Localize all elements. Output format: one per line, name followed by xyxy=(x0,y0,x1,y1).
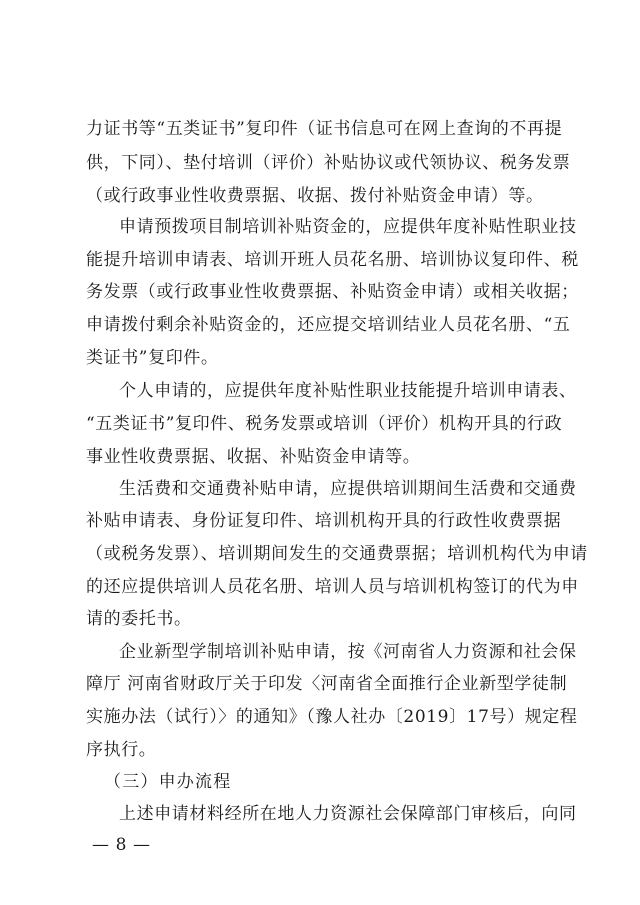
text-line: 供，下同）、垫付培训（评价）补贴协议或代领协议、税务发票 xyxy=(86,153,571,173)
text-line: 申请预拨项目制培训补贴资金的，应提供年度补贴性职业技 xyxy=(119,217,577,237)
text-line: 力证书等“五类证书”复印件（证书信息可在网上查询的不再提 xyxy=(86,119,563,139)
text-line: 能提升培训申请表、培训开班人员花名册、培训协议复印件、税 xyxy=(86,250,579,270)
text-line: “五类证书”复印件、税务发票或培训（评价）机构开具的行政 xyxy=(86,414,563,434)
text-line: 务发票（或行政事业性收费票据、补贴资金申请）或相关收据； xyxy=(86,282,579,302)
text-line: 实施办法（试行）〉的通知》（豫人社办〔2019〕17号）规定程 xyxy=(86,707,578,727)
section-heading: （三）申办流程 xyxy=(104,772,232,792)
text-line: 企业新型学制培训补贴申请，按《河南省人力资源和社会保 xyxy=(119,642,577,662)
text-line: （或税务发票）、培训期间发生的交通费票据；培训机构代为申请 xyxy=(86,544,588,564)
text-line: 个人申请的，应提供年度补贴性职业技能提升培训申请表、 xyxy=(119,381,577,401)
text-line: 类证书”复印件。 xyxy=(86,348,219,368)
text-line: 上述申请材料经所在地人力资源社会保障部门审核后，向同 xyxy=(119,804,577,824)
text-line: （或行政事业性收费票据、收据、拨付补贴资金申请）等。 xyxy=(86,186,544,206)
page-number: — 8 — xyxy=(92,835,151,855)
text-line: 的还应提供培训人员花名册、培训人员与培训机构签订的代为申 xyxy=(86,577,579,597)
text-line: 申请拨付剩余补贴资金的，还应提交培训结业人员花名册、“五 xyxy=(86,315,571,335)
text-line: 请的委托书。 xyxy=(86,609,192,629)
text-line: 序执行。 xyxy=(86,740,157,760)
text-line: 障厅 河南省财政厅关于印发〈河南省全面推行企业新型学徒制 xyxy=(86,674,568,694)
text-line: 补贴申请表、身份证复印件、培训机构开具的行政性收费票据 xyxy=(86,511,562,531)
text-line: 生活费和交通费补贴申请，应提供培训期间生活费和交通费 xyxy=(119,479,577,499)
text-line: 事业性收费票据、收据、补贴资金申请等。 xyxy=(86,447,421,467)
